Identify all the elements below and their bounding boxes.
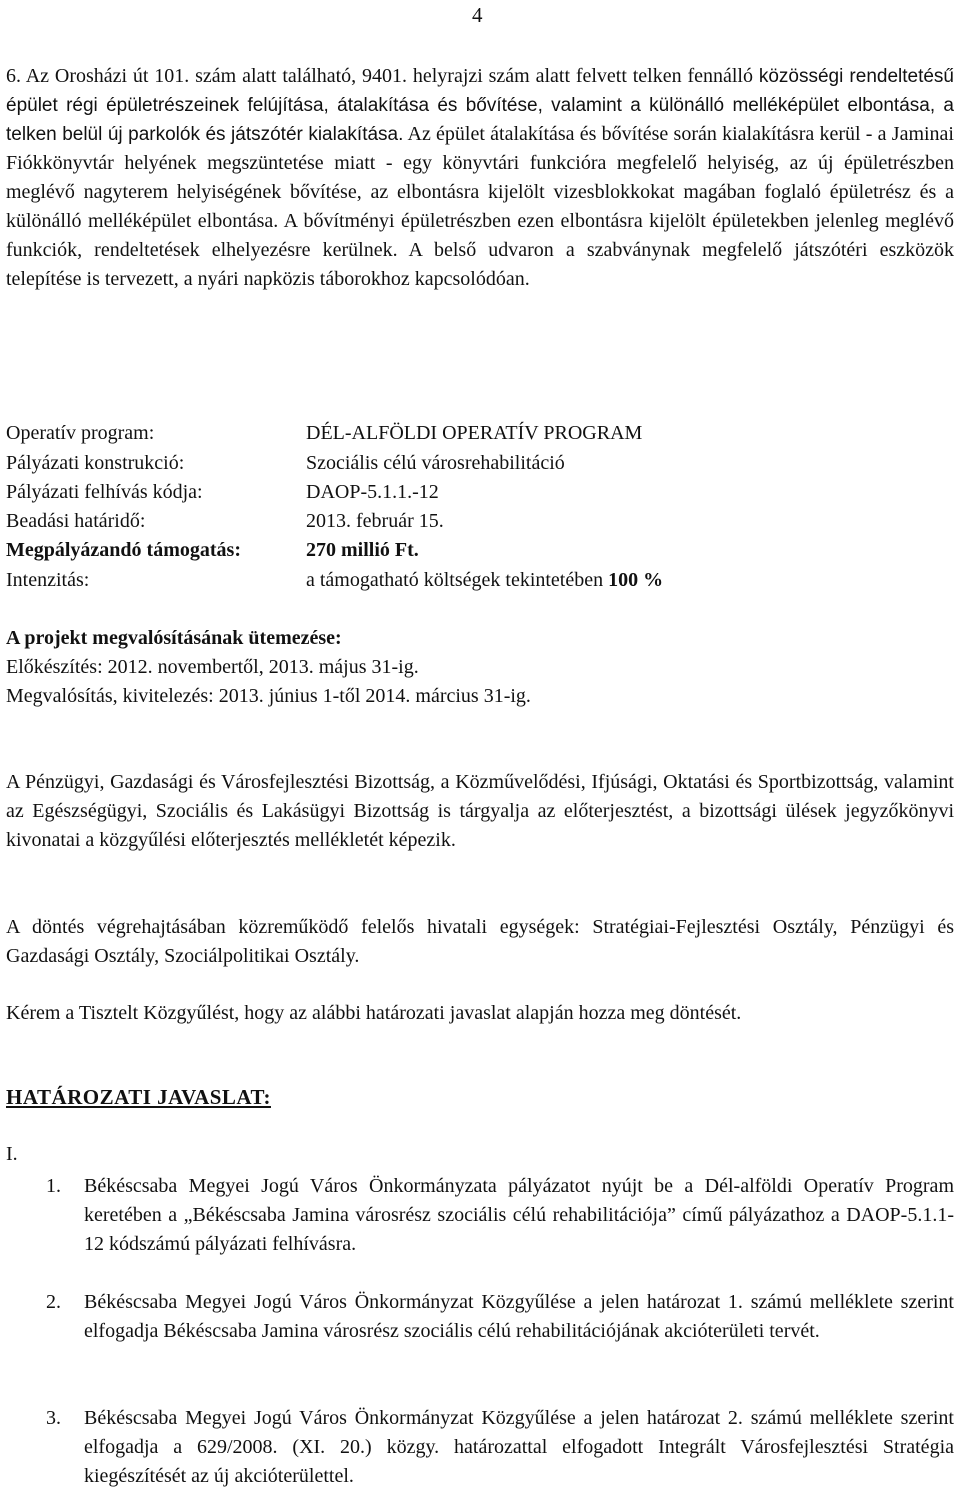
call-code-value: DAOP-5.1.1.-12 xyxy=(306,481,439,503)
deadline-value: 2013. február 15. xyxy=(306,510,444,532)
construction-row xyxy=(6,449,954,478)
request-paragraph: Kérem a Tisztelt Közgyűlést, hogy az alábbi határozati javaslat alapján hozza meg döntését. xyxy=(6,1002,742,1024)
project-description-text: közösségi rendeltetésű épület régi épületrészeinek felújítása, átalakítása és bővítése, valamint a különálló melléképület elbontása, a telken belül új parkolók és játszótér kialakítása. xyxy=(6,66,955,145)
funding-row xyxy=(6,536,954,565)
resolution-item-number: 3. xyxy=(46,1407,61,1429)
construction-label: Pályázati konstrukció: xyxy=(6,452,185,474)
resolution-item xyxy=(46,1404,954,1491)
resolution-item-text: Békéscsaba Megyei Jogú Város Önkormányzat Közgyűlése a jelen határozat 1. számú melléklete szerint elfogadja Békéscsaba Jamina városrész szociális célú rehabilitációjának akcióterületi tervét. xyxy=(84,1291,954,1342)
intensity-value-text: a támogatható költségek tekintetében xyxy=(306,569,604,591)
intensity-label: Intenzitás: xyxy=(6,569,90,591)
page-number: 4 xyxy=(472,3,483,27)
resolution-item xyxy=(46,1288,954,1346)
schedule-implementation: Megvalósítás, kivitelezés: 2013. június 1-től 2014. március 31-ig. xyxy=(6,685,531,707)
intensity-row xyxy=(6,566,954,595)
funding-value: 270 millió Ft. xyxy=(306,539,419,561)
intensity-percent: 100 % xyxy=(608,569,664,591)
deadline-row xyxy=(6,507,954,536)
resolution-item-number: 2. xyxy=(46,1291,61,1313)
call-code-label: Pályázati felhívás kódja: xyxy=(6,481,203,503)
program-value: DÉL-ALFÖLDI OPERATÍV PROGRAM xyxy=(306,422,643,444)
resolution-item-text: Békéscsaba Megyei Jogú Város Önkormányzata pályázatot nyújt be a Dél-alföldi Operatív Program keretében a „Békéscsaba Jamina városrész szociális célú rehabilitációja” című pályázathoz a DAOP-5.1.1-12 kódszámú pályázati felhívásra. xyxy=(84,1175,954,1255)
intensity-value xyxy=(306,566,663,595)
deadline-label: Beadási határidő: xyxy=(6,510,146,532)
project-description-lead: 6. Az Orosházi út 101. szám alatt található, 9401. helyrajzi szám alatt felvett telken fennálló xyxy=(6,65,753,87)
project-description-continuation: Az épület átalakítása és bővítése során kialakításra kerül - a Jaminai Fiókkönyvtár helyének megszüntetése miatt - egy könyvtári funkcióra megfelelő helyiség, az új épületrészben meglévő nagyterem helyiségének bővítése, az elbontásra kijelölt vizesblokkokat magában foglaló épületrész és a különálló melléképület elbontása. A bővítményi épületrészben ezen elbontásra kijelölt épületekben jelenleg meglévő funkciók, rendeltetések elhelyezésre kerülnek. A belső udvaron a szabványnak megfelelő játszótéri eszközök telepítése is tervezett, a nyári napközis táborokhoz kapcsolódóan. xyxy=(6,123,954,290)
program-label: Operatív program: xyxy=(6,422,155,444)
call-code-row xyxy=(6,478,954,507)
resolution-section-number: I. xyxy=(6,1143,18,1165)
funding-label: Megpályázandó támogatás: xyxy=(6,539,241,561)
resolution-item xyxy=(46,1172,954,1259)
resolution-item-number: 1. xyxy=(46,1175,61,1197)
program-row xyxy=(6,419,954,448)
committee-paragraph: A Pénzügyi, Gazdasági és Városfejlesztési Bizottság, a Közművelődési, Ifjúsági, Oktatási és Sportbizottság, valamint az Egészségügyi, Szociális és Lakásügyi Bizottság is tárgyalja az előterjesztést, a bizottsági ülések jegyzőkönyvi kivonatai a közgyűlési előterjesztés mellékletét képezik. xyxy=(6,771,954,851)
resolution-heading: HATÁROZATI JAVASLAT: xyxy=(6,1085,271,1109)
construction-value: Szociális célú városrehabilitáció xyxy=(306,452,565,474)
responsible-units-paragraph: A döntés végrehajtásában közreműködő felelős hivatali egységek: Stratégiai-Fejlesztési Osztály, Pénzügyi és Gazdasági Osztály, Szociálpolitikai Osztály. xyxy=(6,916,954,967)
schedule-preparation: Előkészítés: 2012. novembertől, 2013. május 31-ig. xyxy=(6,656,419,678)
schedule-title: A projekt megvalósításának ütemezése: xyxy=(6,627,342,649)
resolution-item-text: Békéscsaba Megyei Jogú Város Önkormányzat Közgyűlése a jelen határozat 2. számú melléklete szerint elfogadja a 629/2008. (XI. 20.) közgy. határozattal elfogadott Integrált Városfejlesztési Stratégia kiegészítését az új akcióterülettel. xyxy=(84,1407,954,1487)
project-description-paragraph xyxy=(6,62,954,294)
